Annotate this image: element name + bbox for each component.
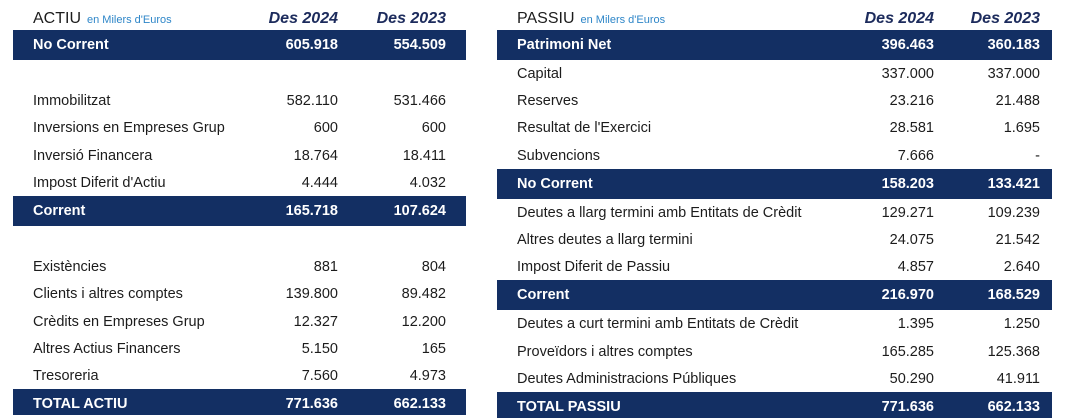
table-row bbox=[13, 335, 466, 362]
value-2024: 12.327 bbox=[293, 313, 338, 330]
value-2023: 662.133 bbox=[393, 396, 446, 413]
value-2024: 771.636 bbox=[881, 398, 934, 415]
value-2024: 605.918 bbox=[285, 37, 338, 53]
value-2023: 133.421 bbox=[987, 175, 1040, 192]
value-2024: 771.636 bbox=[285, 396, 338, 413]
value-2024: 129.271 bbox=[881, 204, 934, 221]
actiu-header bbox=[13, 4, 466, 30]
row-label: Impost Diferit de Passiu bbox=[517, 259, 671, 276]
value-2023: 18.411 bbox=[402, 147, 446, 164]
value-2024: 165.718 bbox=[285, 202, 338, 219]
row-label: Tresoreria bbox=[33, 367, 99, 384]
value-2023: 21.542 bbox=[995, 231, 1040, 248]
row-label: No Corrent bbox=[517, 175, 593, 192]
row-label: Patrimoni Net bbox=[517, 37, 612, 53]
value-2023: 531.466 bbox=[393, 93, 446, 110]
passiu-title: PASSIU en Milers d'Euros bbox=[517, 10, 666, 27]
table-row bbox=[497, 142, 1052, 169]
passiu-header bbox=[497, 4, 1052, 30]
value-2024: 4.857 bbox=[897, 259, 934, 276]
spacer bbox=[13, 60, 466, 87]
actiu-title: ACTIU en Milers d'Euros bbox=[33, 10, 172, 27]
row-label: Corrent bbox=[33, 202, 86, 219]
table-row bbox=[497, 253, 1052, 280]
row-label: Capital bbox=[517, 66, 563, 82]
total-actiu-band bbox=[13, 389, 466, 415]
passiu-panel bbox=[497, 4, 1052, 418]
passiu-year-2024: Des 2024 bbox=[864, 10, 934, 27]
value-2023: - bbox=[1035, 147, 1040, 164]
value-2023: 168.529 bbox=[987, 287, 1040, 304]
value-2023: 4.032 bbox=[409, 174, 446, 191]
value-2023: 21.488 bbox=[995, 93, 1040, 110]
row-label: Immobilitzat bbox=[33, 93, 111, 110]
row-label: Altres Actius Financers bbox=[33, 340, 181, 357]
table-row bbox=[13, 308, 466, 335]
row-label: Proveïdors i altres comptes bbox=[517, 343, 693, 360]
actiu-corrent-band bbox=[13, 196, 466, 226]
actiu-year-2024: Des 2024 bbox=[268, 10, 338, 27]
table-row bbox=[13, 362, 466, 389]
value-2024: 582.110 bbox=[286, 93, 338, 110]
value-2023: 89.482 bbox=[401, 286, 446, 303]
row-label: No Corrent bbox=[33, 37, 109, 53]
row-label: TOTAL PASSIU bbox=[517, 398, 621, 415]
value-2024: 165.285 bbox=[881, 343, 934, 360]
row-label: Reserves bbox=[517, 93, 579, 110]
value-2023: 804 bbox=[421, 259, 446, 276]
value-2024: 216.970 bbox=[881, 287, 934, 304]
total-passiu-band bbox=[497, 392, 1052, 418]
row-label: Crèdits en Empreses Grup bbox=[33, 313, 205, 330]
table-row bbox=[497, 338, 1052, 365]
row-label: Inversions en Empreses Grup bbox=[33, 120, 225, 137]
spacer bbox=[13, 226, 466, 253]
table-row bbox=[13, 280, 466, 307]
row-label: Resultat de l'Exercici bbox=[517, 120, 652, 137]
row-label: Deutes Administracions Públiques bbox=[517, 370, 737, 387]
value-2023: 337.000 bbox=[987, 66, 1040, 82]
actiu-panel bbox=[13, 4, 466, 415]
passiu-patrimoni-band bbox=[497, 30, 1052, 60]
row-label: Subvencions bbox=[517, 147, 601, 164]
value-2023: 1.250 bbox=[1003, 316, 1040, 333]
value-2023: 125.368 bbox=[987, 343, 1040, 360]
row-label: Existències bbox=[33, 259, 107, 276]
row-label: TOTAL ACTIU bbox=[33, 396, 128, 413]
table-row bbox=[497, 114, 1052, 141]
value-2023: 165 bbox=[421, 340, 446, 357]
value-2023: 600 bbox=[421, 120, 446, 137]
table-row bbox=[497, 60, 1052, 87]
row-label: Clients i altres comptes bbox=[33, 286, 183, 303]
value-2023: 12.200 bbox=[401, 313, 446, 330]
table-row bbox=[13, 114, 466, 141]
value-2024: 139.800 bbox=[285, 286, 338, 303]
value-2023: 554.509 bbox=[393, 37, 446, 53]
passiu-year-2023: Des 2023 bbox=[970, 10, 1040, 27]
actiu-no-corrent-band bbox=[13, 30, 466, 60]
value-2024: 7.666 bbox=[897, 147, 934, 164]
value-2024: 28.581 bbox=[889, 120, 934, 137]
actiu-subtitle: en Milers d'Euros bbox=[87, 14, 172, 26]
table-row bbox=[13, 142, 466, 169]
value-2024: 881 bbox=[313, 259, 338, 276]
row-label: Corrent bbox=[517, 287, 570, 304]
table-row bbox=[13, 169, 466, 196]
row-label: Deutes a llarg termini amb Entitats de Crèdit bbox=[517, 204, 802, 221]
passiu-no-corrent-band bbox=[497, 169, 1052, 199]
value-2024: 1.395 bbox=[897, 316, 934, 333]
passiu-subtitle: en Milers d'Euros bbox=[580, 14, 666, 26]
value-2023: 662.133 bbox=[987, 398, 1040, 415]
row-label: Altres deutes a llarg termini bbox=[517, 231, 693, 248]
value-2023: 2.640 bbox=[1003, 259, 1040, 276]
passiu-corrent-band bbox=[497, 280, 1052, 310]
table-row bbox=[13, 253, 466, 280]
value-2024: 396.463 bbox=[881, 37, 934, 53]
value-2024: 50.290 bbox=[889, 370, 934, 387]
table-row bbox=[497, 87, 1052, 114]
table-row bbox=[497, 226, 1052, 253]
value-2024: 4.444 bbox=[301, 174, 338, 191]
value-2023: 4.973 bbox=[409, 367, 446, 384]
row-label: Impost Diferit d'Actiu bbox=[33, 174, 166, 191]
row-label: Deutes a curt termini amb Entitats de Crèdit bbox=[517, 316, 799, 333]
value-2023: 360.183 bbox=[987, 37, 1040, 53]
row-label: Inversió Financera bbox=[33, 147, 153, 164]
value-2023: 107.624 bbox=[393, 202, 446, 219]
table-row bbox=[497, 310, 1052, 337]
value-2024: 23.216 bbox=[889, 93, 934, 110]
value-2024: 158.203 bbox=[881, 175, 934, 192]
value-2024: 18.764 bbox=[293, 147, 338, 164]
table-row bbox=[13, 87, 466, 114]
value-2023: 109.239 bbox=[987, 204, 1040, 221]
table-row bbox=[497, 199, 1052, 226]
value-2024: 7.560 bbox=[301, 367, 338, 384]
value-2024: 600 bbox=[313, 120, 338, 137]
value-2024: 5.150 bbox=[301, 340, 338, 357]
value-2023: 1.695 bbox=[1003, 120, 1040, 137]
table-row bbox=[497, 365, 1052, 392]
value-2024: 337.000 bbox=[881, 66, 934, 82]
actiu-year-2023: Des 2023 bbox=[376, 10, 446, 27]
value-2024: 24.075 bbox=[889, 231, 934, 248]
value-2023: 41.911 bbox=[996, 370, 1040, 387]
